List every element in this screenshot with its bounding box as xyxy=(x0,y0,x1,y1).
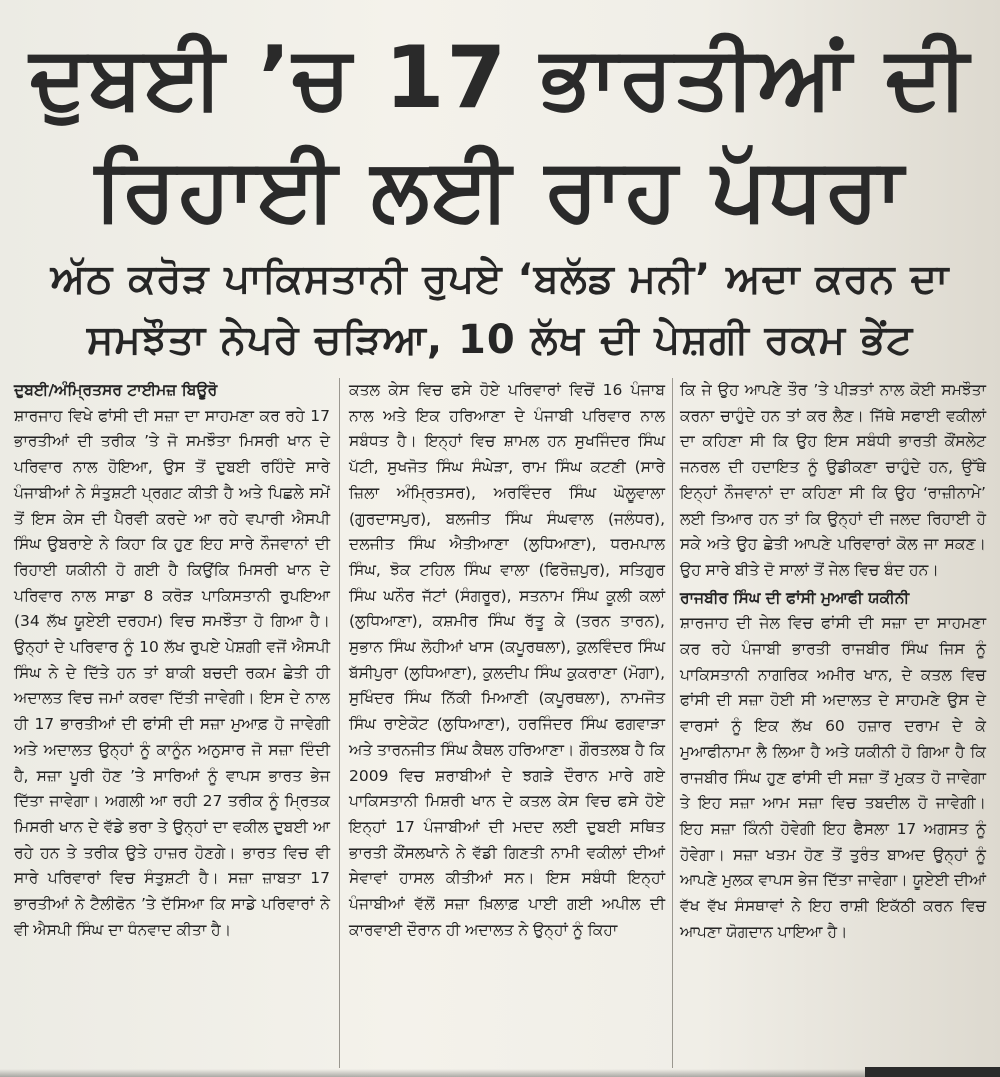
column-divider xyxy=(672,378,673,1068)
article-column-1 xyxy=(14,378,330,943)
page-bottom-edge xyxy=(0,1069,1000,1077)
column-divider xyxy=(339,378,340,1068)
next-article-bar xyxy=(865,1067,1000,1077)
column-3-subheading: ਰਾਜਬੀਰ ਸਿੰਘ ਦੀ ਫਾਂਸੀ ਮੁਆਫੀ ਯਕੀਨੀ xyxy=(680,588,910,607)
column-3-body-1: ਕਿ ਜੇ ਉਹ ਆਪਣੇ ਤੌਰ ’ਤੇ ਪੀੜਤਾਂ ਨਾਲ ਕੋਈ ਸਮਝੌਤਾ ਕਰਨਾ ਚਾਹੁੰਦੇ ਹਨ ਤਾਂ ਕਰ ਲੈਣ। ਜਿੱਥੇ ਸਫਾਈ ਵਕੀਲਾਂ ਦਾ ਕਹਿਣਾ ਸੀ ਕਿ ਉਹ ਇਸ ਸਬੰਧੀ ਭਾਰਤੀ ਕੌਂਸਲੇਟ ਜਨਰਲ ਦੀ ਹਦਾਇਤ ਨੂੰ ਉਡੀਕਣਾ ਚਾਹੁੰਦੇ ਹਨ, ਉੱਥੇ ਇਨ੍ਹਾਂ ਨੌਜਵਾਨਾਂ ਦਾ ਕਹਿਣਾ ਸੀ ਕਿ ਉਹ ‘ਰਾਜ਼ੀਨਾਮੇ’ ਲਈ ਤਿਆਰ ਹਨ ਤਾਂ ਕਿ ਉਨ੍ਹਾਂ ਦੀ ਜਲਦ ਰਿਹਾਈ ਹੋ ਸਕੇ ਅਤੇ ਉਹ ਛੇਤੀ ਆਪਣੇ ਪਰਿਵਾਰਾਂ ਕੋਲ ਜਾ ਸਕਣ। ਉਹ ਸਾਰੇ ਬੀਤੇ ਦੋ ਸਾਲਾਂ ਤੋਂ ਜੇਲ ਵਿਚ ਬੰਦ ਹਨ। xyxy=(680,381,986,579)
article-column-2 xyxy=(349,378,665,943)
article-column-3 xyxy=(680,378,986,945)
column-2-body: ਕਤਲ ਕੇਸ ਵਿਚ ਫਸੇ ਹੋਏ ਪਰਿਵਾਰਾਂ ਵਿਚੋਂ 16 ਪੰਜਾਬ ਨਾਲ ਅਤੇ ਇਕ ਹਰਿਆਣਾ ਦੇ ਪੰਜਾਬੀ ਪਰਿਵਾਰ ਨਾਲ ਸਬੰਧਤ ਹੈ। ਇਨ੍ਹਾਂ ਵਿਚ ਸ਼ਾਮਲ ਹਨ ਸੁਖਜਿੰਦਰ ਸਿੰਘ ਪੱਟੀ, ਸੁਖਜੋਤ ਸਿੰਘ ਸੰਘੇੜਾ, ਰਾਮ ਸਿੰਘ ਕਟਣੀ (ਸਾਰੇ ਜ਼ਿਲਾ ਅੰਮ੍ਰਿਤਸਰ), ਅਰਵਿੰਦਰ ਸਿੰਘ ਘੋਲੂਵਾਲਾ (ਗੁਰਦਾਸਪੁਰ), ਬਲਜੀਤ ਸਿੰਘ ਸੰਘਵਾਲ (ਜਲੰਧਰ), ਦਲਜੀਤ ਸਿੰਘ ਐਤੀਆਣਾ (ਲੁਧਿਆਣਾ), ਧਰਮਪਾਲ ਸਿੰਘ, ਝੋਕ ਟਹਿਲ ਸਿੰਘ ਵਾਲਾ (ਫਿਰੋਜ਼ਪੁਰ), ਸਤਿਗੁਰ ਸਿੰਘ ਘਨੌਰ ਜੱਟਾਂ (ਸੰਗਰੂਰ), ਸਤਨਾਮ ਸਿੰਘ ਕੂਲੀ ਕਲਾਂ (ਲੁਧਿਆਣਾ), ਕਸ਼ਮੀਰ ਸਿੰਘ ਰੱਤੂ ਕੇ (ਤਰਨ ਤਾਰਨ), ਸੁਭਾਨ ਸਿੰਘ ਲੋਹੀਆਂ ਖਾਸ (ਕਪੂਰਥਲਾ), ਕੁਲਵਿੰਦਰ ਸਿੰਘ ਬੱਸੀਪੁਰਾ (ਲੁਧਿਆਣਾ), ਕੁਲਦੀਪ ਸਿੰਘ ਕੁਕਰਾਣਾ (ਮੋਗਾ), ਸੁਖਿੰਦਰ ਸਿੰਘ ਨਿੱਕੀ ਮਿਆਣੀ (ਕਪੂਰਥਲਾ), ਨਾਮਜੋਤ ਸਿੰਘ ਰਾਏਕੋਟ (ਲੁਧਿਆਣਾ), ਹਰਜਿੰਦਰ ਸਿੰਘ ਫਗਵਾੜਾ ਅਤੇ ਤਾਰਨਜੀਤ ਸਿੰਘ ਕੈਥਲ ਹਰਿਆਣਾ। ਗੌਰਤਲਬ ਹੈ ਕਿ 2009 ਵਿਚ ਸ਼ਰਾਬੀਆਂ ਦੇ ਝਗੜੇ ਦੌਰਾਨ ਮਾਰੇ ਗਏ ਪਾਕਿਸਤਾਨੀ ਮਿਸ਼ਰੀ ਖਾਨ ਦੇ ਕਤਲ ਕੇਸ ਵਿਚ ਫਸੇ ਹੋਏ ਇਨ੍ਹਾਂ 17 ਪੰਜਾਬੀਆਂ ਦੀ ਮਦਦ ਲਈ ਦੁਬਈ ਸਥਿਤ ਭਾਰਤੀ ਕੌਂਸਲਖਾਨੇ ਨੇ ਵੱਡੀ ਗਿਣਤੀ ਨਾਮੀ ਵਕੀਲਾਂ ਦੀਆਂ ਸੇਵਾਵਾਂ ਹਾਸਲ ਕੀਤੀਆਂ ਸਨ। ਇਸ ਸਬੰਧੀ ਇਨ੍ਹਾਂ ਪੰਜਾਬੀਆਂ ਵੱਲੋਂ ਸਜ਼ਾ ਖ਼ਿਲਾਫ਼ ਪਾਈ ਗਈ ਅਪੀਲ ਦੀ ਕਾਰਵਾਈ ਦੌਰਾਨ ਹੀ ਅਦਾਲਤ ਨੇ ਉਨ੍ਹਾਂ ਨੂੰ ਕਿਹਾ xyxy=(349,381,665,939)
subheadline-line-2: ਸਮਝੌਤਾ ਨੇਪਰੇ ਚੜਿਆ, 10 ਲੱਖ ਦੀ ਪੇਸ਼ਗੀ ਰਕਮ ਭੇਂਟ xyxy=(86,317,914,363)
byline: ਦੁਬਈ/ਅੰਮ੍ਰਿਤਸਰ ਟਾਈਮਜ਼ ਬਿਊਰੋ xyxy=(14,381,218,399)
column-3-body-2: ਸ਼ਾਰਜਾਹ ਦੀ ਜੇਲ ਵਿਚ ਫਾਂਸੀ ਦੀ ਸਜ਼ਾ ਦਾ ਸਾਹਮਣਾ ਕਰ ਰਹੇ ਪੰਜਾਬੀ ਭਾਰਤੀ ਰਾਜਬੀਰ ਸਿੰਘ ਜਿਸ ਨੂੰ ਪਾਕਿਸਤਾਨੀ ਨਾਗਰਿਕ ਅਮੀਰ ਖਾਨ, ਦੇ ਕਤਲ ਵਿਚ ਫਾਂਸੀ ਦੀ ਸਜ਼ਾ ਹੋਈ ਸੀ ਅਦਾਲਤ ਦੇ ਸਾਹਮਣੇ ਉਸ ਦੇ ਵਾਰਸਾਂ ਨੂੰ ਇਕ ਲੱਖ 60 ਹਜ਼ਾਰ ਦਰਾਮ ਦੇ ਕੇ ਮੁਆਫੀਨਾਮਾ ਲੈ ਲਿਆ ਹੈ ਅਤੇ ਯਕੀਨੀ ਹੋ ਗਿਆ ਹੈ ਕਿ ਰਾਜਬੀਰ ਸਿੰਘ ਹੁਣ ਫਾਂਸੀ ਦੀ ਸਜ਼ਾ ਤੋਂ ਮੁਕਤ ਹੋ ਜਾਵੇਗਾ ਤੇ ਇਹ ਸਜ਼ਾ ਆਮ ਸਜ਼ਾ ਵਿਚ ਤਬਦੀਲ ਹੋ ਜਾਵੇਗੀ। ਇਹ ਸਜ਼ਾ ਕਿੰਨੀ ਹੋਵੇਗੀ ਇਹ ਫੈਸਲਾ 17 ਅਗਸਤ ਨੂੰ ਹੋਵੇਗਾ। ਸਜ਼ਾ ਖਤਮ ਹੋਣ ਤੋਂ ਤੁਰੰਤ ਬਾਅਦ ਉਨ੍ਹਾਂ ਨੂੰ ਆਪਣੇ ਮੁਲਕ ਵਾਪਸ ਭੇਜ ਦਿੱਤਾ ਜਾਵੇਗਾ। ਯੂਏਈ ਦੀਆਂ ਵੱਖ ਵੱਖ ਸੰਸਥਾਵਾਂ ਨੇ ਇਹ ਰਾਸ਼ੀ ਇਕੱਠੀ ਕਰਨ ਵਿਚ ਆਪਣਾ ਯੋਗਦਾਨ ਪਾਇਆ ਹੈ। xyxy=(680,614,986,941)
headline-line-2: ਰਿਹਾਈ ਲਈ ਰਾਹ ਪੱਧਰਾ xyxy=(94,140,906,240)
column-1-body: ਸ਼ਾਰਜਾਹ ਵਿਖੇ ਫਾਂਸੀ ਦੀ ਸਜ਼ਾ ਦਾ ਸਾਹਮਣਾ ਕਰ ਰਹੇ 17 ਭਾਰਤੀਆਂ ਦੀ ਤਰੀਕ ’ਤੇ ਜੋ ਸਮਝੌਤਾ ਮਿਸਰੀ ਖਾਨ ਦੇ ਪਰਿਵਾਰ ਨਾਲ ਹੋਇਆ, ਉਸ ਤੋਂ ਦੁਬਈ ਰਹਿੰਦੇ ਸਾਰੇ ਪੰਜਾਬੀਆਂ ਨੇ ਸੰਤੁਸ਼ਟੀ ਪ੍ਰਗਟ ਕੀਤੀ ਹੈ ਅਤੇ ਪਿਛਲੇ ਸਮੇਂ ਤੋਂ ਇਸ ਕੇਸ ਦੀ ਪੈਰਵੀ ਕਰਦੇ ਆ ਰਹੇ ਵਪਾਰੀ ਐਸਪੀ ਸਿੰਘ ਉਬਰਾਏ ਨੇ ਕਿਹਾ ਕਿ ਹੁਣ ਇਹ ਸਾਰੇ ਨੌਜਵਾਨਾਂ ਦੀ ਰਿਹਾਈ ਯਕੀਨੀ ਹੋ ਗਈ ਹੈ ਕਿਉਂਕਿ ਮਿਸਰੀ ਖਾਨ ਦੇ ਪਰਿਵਾਰ ਨਾਲ ਸਾਡਾ 8 ਕਰੋੜ ਪਾਕਿਸਤਾਨੀ ਰੁਪਇਆ (34 ਲੱਖ ਯੂਏਈ ਦਰਹਮ) ਵਿਚ ਸਮਝੌਤਾ ਹੋ ਗਿਆ ਹੈ। ਉਨ੍ਹਾਂ ਦੇ ਪਰਿਵਾਰ ਨੂੰ 10 ਲੱਖ ਰੁਪਏ ਪੇਸ਼ਗੀ ਵਜੋਂ ਐਸਪੀ ਸਿੰਘ ਨੇ ਦੇ ਦਿੱਤੇ ਹਨ ਤਾਂ ਬਾਕੀ ਬਚਦੀ ਰਕਮ ਛੇਤੀ ਹੀ ਅਦਾਲਤ ਵਿਚ ਜਮਾਂ ਕਰਵਾ ਦਿੱਤੀ ਜਾਵੇਗੀ। ਇਸ ਦੇ ਨਾਲ ਹੀ 17 ਭਾਰਤੀਆਂ ਦੀ ਫਾਂਸੀ ਦੀ ਸਜ਼ਾ ਮੁਆਫ਼ ਹੋ ਜਾਵੇਗੀ ਅਤੇ ਅਦਾਲਤ ਉਨ੍ਹਾਂ ਨੂੰ ਕਾਨੂੰਨ ਅਨੁਸਾਰ ਜੋ ਸਜ਼ਾ ਦਿੰਦੀ ਹੈ, ਸਜ਼ਾ ਪੂਰੀ ਹੋਣ ’ਤੇ ਸਾਰਿਆਂ ਨੂੰ ਵਾਪਸ ਭਾਰਤ ਭੇਜ ਦਿੱਤਾ ਜਾਵੇਗਾ। ਅਗਲੀ ਆ ਰਹੀ 27 ਤਰੀਕ ਨੂੰ ਮ੍ਰਿਤਕ ਮਿਸਰੀ ਖਾਨ ਦੇ ਵੱਡੇ ਭਰਾ ਤੇ ਉਨ੍ਹਾਂ ਦਾ ਵਕੀਲ ਦੁਬਈ ਆ ਰਹੇ ਹਨ ਤੇ ਤਰੀਕ ਉਤੇ ਹਾਜ਼ਰ ਹੋਣਗੇ। ਭਾਰਤ ਵਿਚ ਵੀ ਸਾਰੇ ਪਰਿਵਾਰਾਂ ਵਿਚ ਸੰਤੁਸ਼ਟੀ ਹੈ। ਸਜ਼ਾ ਜ਼ਾਬਤਾ 17 ਭਾਰਤੀਆਂ ਨੇ ਟੈਲੀਫੋਨ ’ਤੇ ਦੱਸਿਆ ਕਿ ਸਾਡੇ ਪਰਿਵਾਰਾਂ ਨੇ ਵੀ ਐਸਪੀ ਸਿੰਘ ਦਾ ਧੰਨਵਾਦ ਕੀਤਾ ਹੈ। xyxy=(14,406,330,939)
headline-line-1: ਦੁਬਈ ’ਚ 17 ਭਾਰਤੀਆਂ ਦੀ xyxy=(29,28,971,128)
subheadline-line-1: ਅੱਠ ਕਰੋੜ ਪਾਕਿਸਤਾਨੀ ਰੁਪਏ ‘ਬਲੱਡ ਮਨੀ’ ਅਦਾ ਕਰਨ ਦਾ xyxy=(50,256,950,302)
